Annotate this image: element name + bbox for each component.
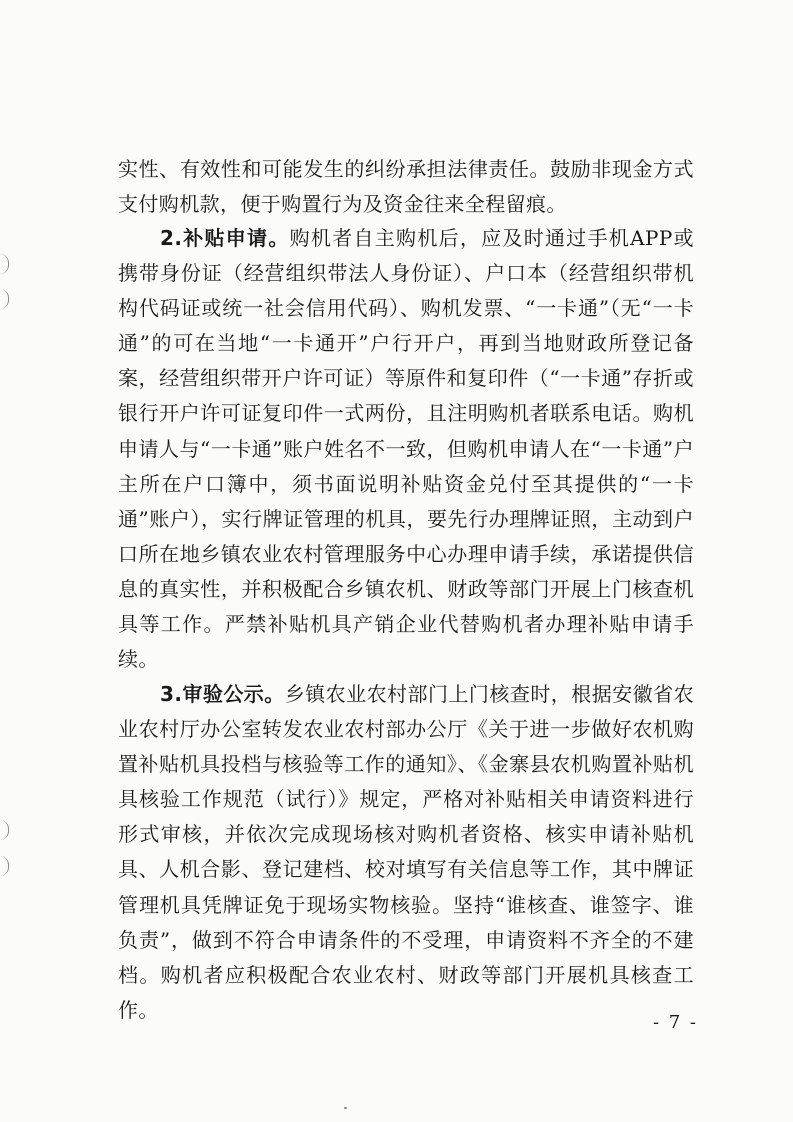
section-body: 乡镇农业农村部门上门核查时，根据安徽省农业农村厅办公室转发农业农村部办公厅《关于进一步做好农机购置补贴机具投档与核验等工作的通知》、《金寨县农机购置补贴机具核验工作规范（试行）》规定，严格对补贴相关申请资料进行形式审核，并依次完成现场核对购机者资格、核实申请补贴机具、人机合影、登记建档、校对填写有关信息等工作，其中牌证管理机具凭牌证免于现场实物核验。坚持“谁核查、谁签字、谁负责”，做到不符合申请条件的不受理，申请资料不齐全的不建档。购机者应积极配合农业农村、财政等部门开展机具核查工作。: [118, 682, 694, 1022]
page-number: - 7 -: [652, 1012, 698, 1033]
binding-hole-mark: [0, 254, 9, 274]
binding-hole-mark: [0, 856, 9, 876]
section-heading: 2.补贴申请。: [160, 226, 290, 250]
section-review-publicity: [118, 677, 694, 1028]
scan-speck: [344, 1107, 347, 1109]
binding-hole-mark: [0, 820, 9, 840]
section-body: 购机者自主购机后，应及时通过手机APP或携带身份证（经营组织带法人身份证）、户口本（经营组织带机构代码证或统一社会信用代码）、购机发票、“一卡通”（无“一卡通”的可在当地“一卡通开”户行开户，再到当地财政所登记备案，经营组织带开户许可证）等原件和复印件（“一卡通”存折或银行开户许可证复印件一式两份，且注明购机者联系电话。购机申请人与“一卡通”账户姓名不一致，但购机申请人在“一卡通”户主所在户口簿中，须书面说明补贴资金兑付至其提供的“一卡通”账户），实行牌证管理的机具，要先行办理牌证照，主动到户口所在地乡镇农业农村管理服务中心办理申请手续，承诺提供信息的真实性，并积极配合乡镇农机、财政等部门开展上门核查机具等工作。严禁补贴机具产销企业代替购机者办理补贴申请手续。: [118, 226, 694, 672]
section-heading: 3.审验公示。: [160, 682, 285, 706]
binding-hole-mark: [0, 289, 9, 309]
section-subsidy-application: [118, 221, 694, 677]
paragraph-continuation: 实性、有效性和可能发生的纠纷承担法律责任。鼓励非现金方式支付购机款，便于购置行为及资金往来全程留痕。: [118, 157, 694, 217]
